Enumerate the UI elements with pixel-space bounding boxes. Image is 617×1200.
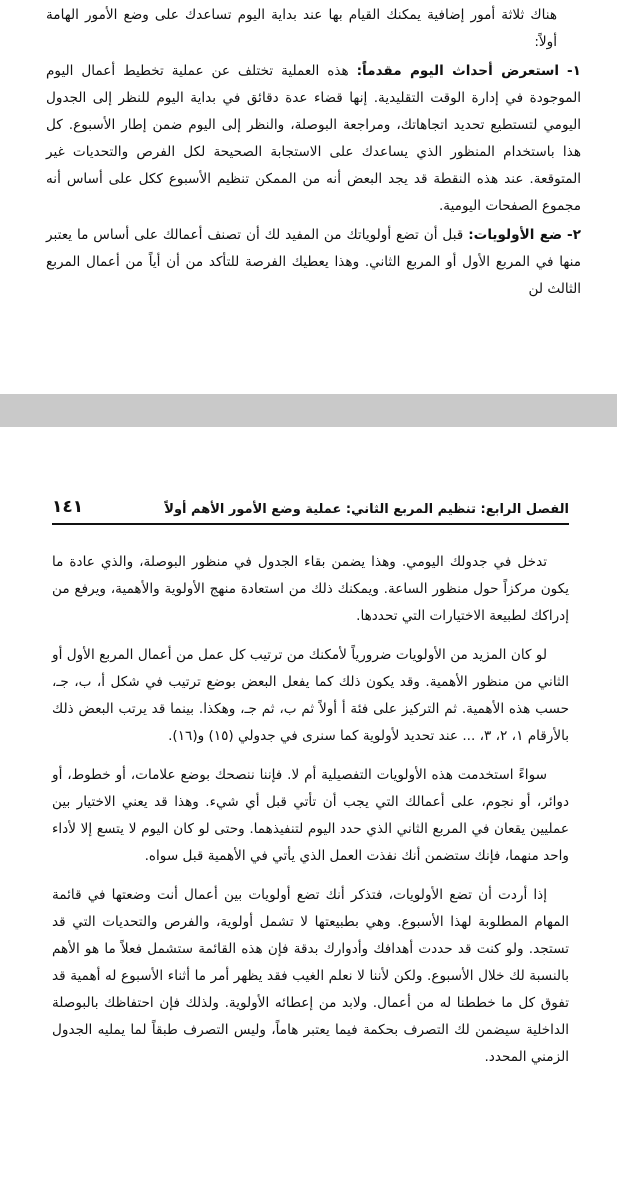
list-item-2 (46, 222, 581, 303)
list-item-2-text: قبل أن تضع أولوياتك من المفيد لك أن تصنف أعمالك على أساس ما يعتبر منها في المربع الأول أو المربع الثاني. وهذا يعطيك الفرصة للتأكد من أن أياً من أعمال المربع الثالث لن (46, 227, 581, 297)
top-page (0, 0, 617, 394)
list-item-1 (46, 58, 581, 220)
list-item-2-number: ٢- (567, 227, 581, 243)
list-item-2-title: ضع الأولويات: (468, 227, 563, 243)
paragraph-1: تدخل في جدولك اليومي. وهذا يضمن بقاء الجدول في منظور البوصلة، والذي عادة ما يكون مركزاً حول منظور الساعة. ويمكنك ذلك من استعادة منهج الأولوية والأهمية، ويرفع من إدراكك لطبيعة الاختيارات التي تحددها. (52, 554, 569, 624)
intro-paragraph: هناك ثلاثة أمور إضافية يمكنك القيام بها عند بداية اليوم تساعدك على وضع الأمور الهامة أولاً: (46, 7, 557, 50)
bottom-page (0, 427, 617, 1200)
paragraph-4: إذا أردت أن تضع الأولويات، فتذكر أنك تضع أولويات بين أعمال أنت وضعتها في قائمة المهام المطلوبة لهذا الأسبوع. وهي بطبيعتها لا تشمل أولوية، والفرص والتحديات التي قد تستجد. ولو كنت قد حددت أهدافك وأدوارك بدقة فإن هذه القائمة ستشمل فعلاً ما هو الأهم بالنسبة لك خلال الأسبوع. ولكن لأننا لا نعلم الغيب فقد يظهر أمر ما أثناء الأسبوع له أهمية قد تفوق كل ما خططنا له من أعمال. ولابد من إعطائه الأولوية. ولذلك فإن احتفاظك بالبوصلة الداخلية سيضمن لك التصرف بحكمة فيما يعتبر هاماً، وليس التصرف طبقاً لما يمليه الجدول الزمني المحدد. (52, 887, 569, 1065)
body-text (52, 549, 569, 1071)
page-number: ١٤١ (52, 497, 84, 517)
list-item-1-number: ١- (567, 63, 581, 79)
chapter-title: الفصل الرابع: تنظيم المربع الثاني: عملية وضع الأمور الأهم أولاً (164, 502, 569, 517)
list-item-1-title: استعرض أحداث اليوم مقدماً: (356, 63, 560, 79)
list-item-1-text: هذه العملية تختلف عن عملية تخطيط أعمال اليوم الموجودة في إدارة الوقت التقليدية. إنها قضاء عدة دقائق في بداية اليوم للنظر إلى الجدول اليومي لتستطيع تحديد اتجاهاتك، ومراجعة البوصلة، والنظر إلى اليوم ضمن إطار الأسبوع. كل هذا باستخدام المنظور الذي يساعدك على الاستجابة الصحيحة لكل الفرص والتحديات غير المتوقعة. عند هذه النقطة قد يجد البعض أنه من الممكن تنظيم الأسبوع ككل على أساس أنه مجموع الصفحات اليومية. (46, 63, 581, 214)
running-header (52, 497, 569, 525)
paragraph-2: لو كان المزيد من الأولويات ضرورياً لأمكنك من ترتيب كل عمل من أعمال المربع الأول أو الثاني من منظور الأهمية. وقد يكون ذلك كما يفعل البعض بوضع ترتيب في شكل أ، ب، جـ، حسب هذه الأهمية. ثم التركيز على فئة أ أولاً ثم ب، ثم جـ، وهكذا. بينما قد يرتب البعض ذلك بالأرقام ١، ٢، ٣، ... عند تحديد لأولوية كما سنرى في جدولي (١٥) و(١٦). (52, 647, 569, 744)
paragraph-3: سواءً استخدمت هذه الأولويات التفصيلية أم لا. فإننا ننصحك بوضع علامات، أو خطوط، أو دوائر، أو نجوم، على أعمالك التي يجب أن تأتي قبل أي شيء. وهذا قد يعني الاختيار بين عمليين يقعان في المربع الثاني الذي حدد اليوم لتنفيذهما. وحتى لو كان اليوم لا يتسع إلا لأداء واحد منهما، فإنك ستضمن أنك نفذت العمل الذي يأتي في الأهمية قبل سواه. (52, 767, 569, 864)
page-gap (0, 394, 617, 427)
